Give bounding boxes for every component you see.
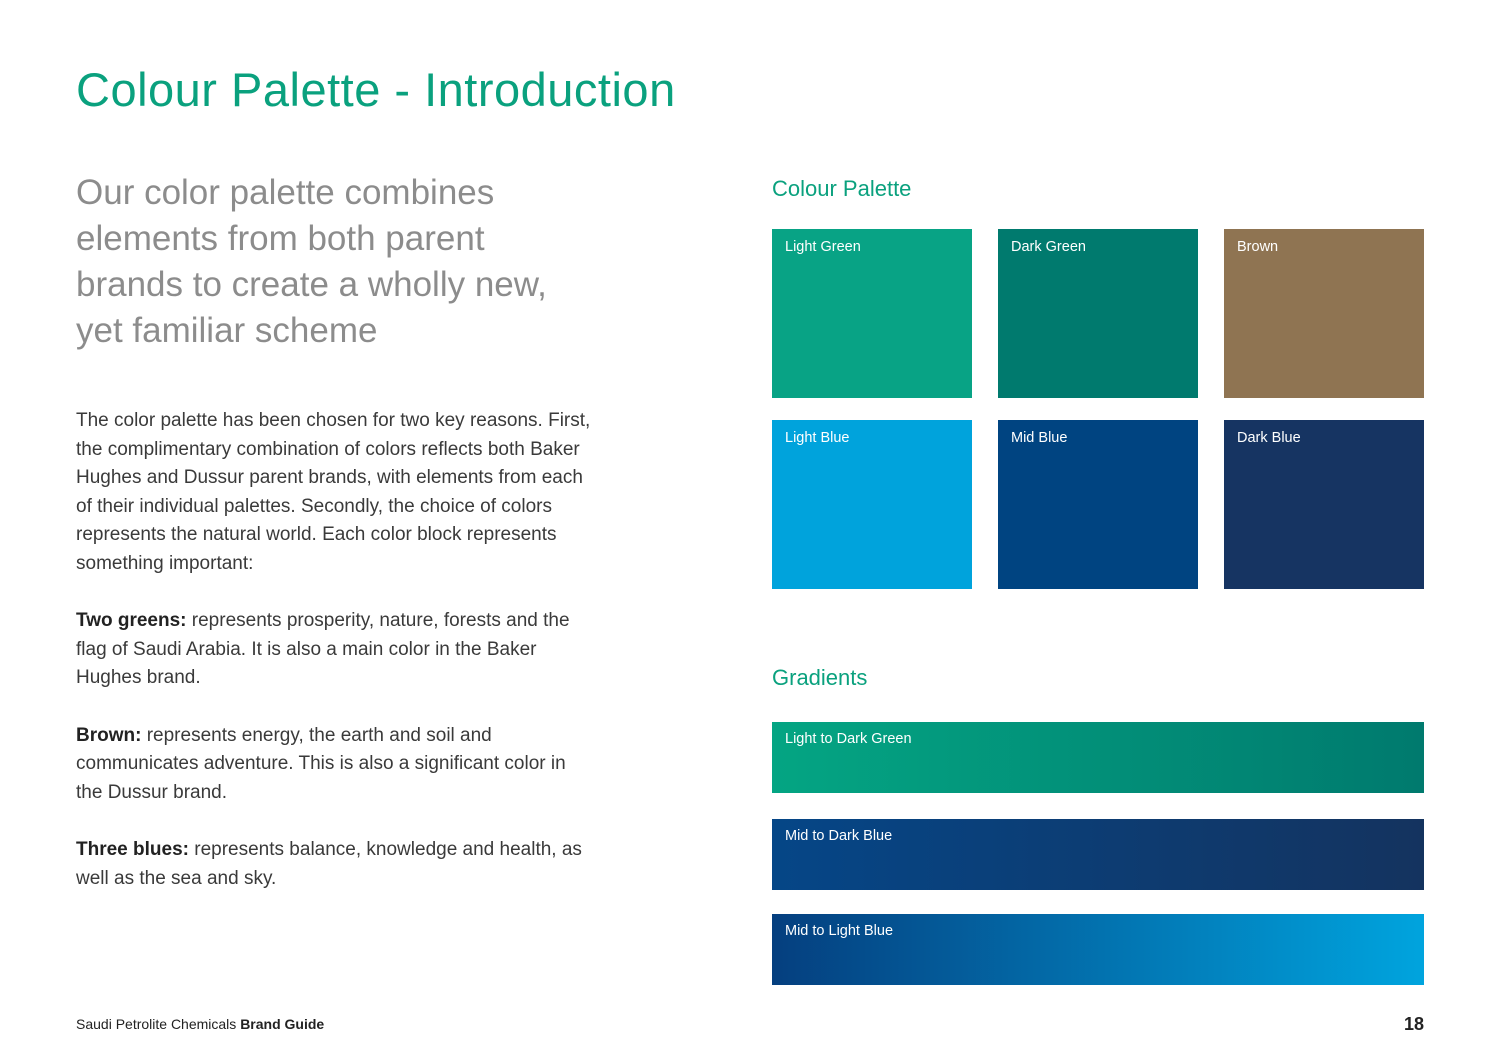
footer-brand [76, 1016, 324, 1032]
page-title: Colour Palette - Introduction [76, 63, 676, 116]
intro-paragraph: The color palette has been chosen for two key reasons. First, the complimentary combination of colors reflects both Baker Hughes and Dussur parent brands, with elements from each of their individual palettes. Secondly, the choice of colors represents the natural world. Each color block represents something important: [76, 410, 591, 574]
gradients-heading: Gradients [772, 665, 868, 690]
meaning-text: represents energy, the earth and soil and communicates adventure. This is also a significant color in the Dussur brand. [76, 724, 566, 803]
meaning-text: represents prosperity, nature, forests and the flag of Saudi Arabia. It is also a main color in the Baker Hughes brand. [76, 610, 570, 689]
page-number: 18 [1403, 1014, 1424, 1034]
meaning-text: represents balance, knowledge and health, as well as the sea and sky. [76, 838, 582, 889]
swatch-mid-blue [998, 420, 1198, 589]
gradient-mid-to-light-blue [772, 914, 1424, 985]
body-copy [76, 407, 596, 922]
gradient-mid-to-dark-blue [772, 819, 1424, 890]
meaning-term: Two greens: [76, 610, 187, 632]
gradient-label: Mid to Light Blue [785, 923, 894, 939]
swatch-label: Light Green [785, 239, 861, 255]
swatch-light-green [772, 229, 972, 398]
meaning-greens [76, 607, 596, 693]
footer-doc-title: Brand Guide [240, 1016, 325, 1032]
gradient-label: Light to Dark Green [785, 731, 912, 747]
swatch-label: Light Blue [785, 430, 850, 446]
meaning-blues [76, 836, 596, 893]
footer-company: Saudi Petrolite Chemicals [76, 1016, 241, 1032]
swatch-light-blue [772, 420, 972, 589]
palette-heading: Colour Palette [772, 176, 912, 201]
swatch-brown [1224, 229, 1424, 398]
meaning-brown [76, 722, 596, 808]
swatch-label: Dark Green [1011, 239, 1086, 255]
swatch-dark-blue [1224, 420, 1424, 589]
swatch-label: Dark Blue [1237, 430, 1301, 446]
swatch-dark-green [998, 229, 1198, 398]
swatch-label: Mid Blue [1011, 430, 1068, 446]
lead-statement: Our color palette combines elements from both parent brands to create a wholly new, yet familiar scheme [76, 173, 547, 350]
gradient-light-to-dark-green [772, 722, 1424, 793]
meaning-term: Brown: [76, 724, 142, 746]
swatch-label: Brown [1237, 239, 1279, 255]
meaning-term: Three blues: [76, 838, 189, 860]
gradient-label: Mid to Dark Blue [785, 828, 893, 844]
